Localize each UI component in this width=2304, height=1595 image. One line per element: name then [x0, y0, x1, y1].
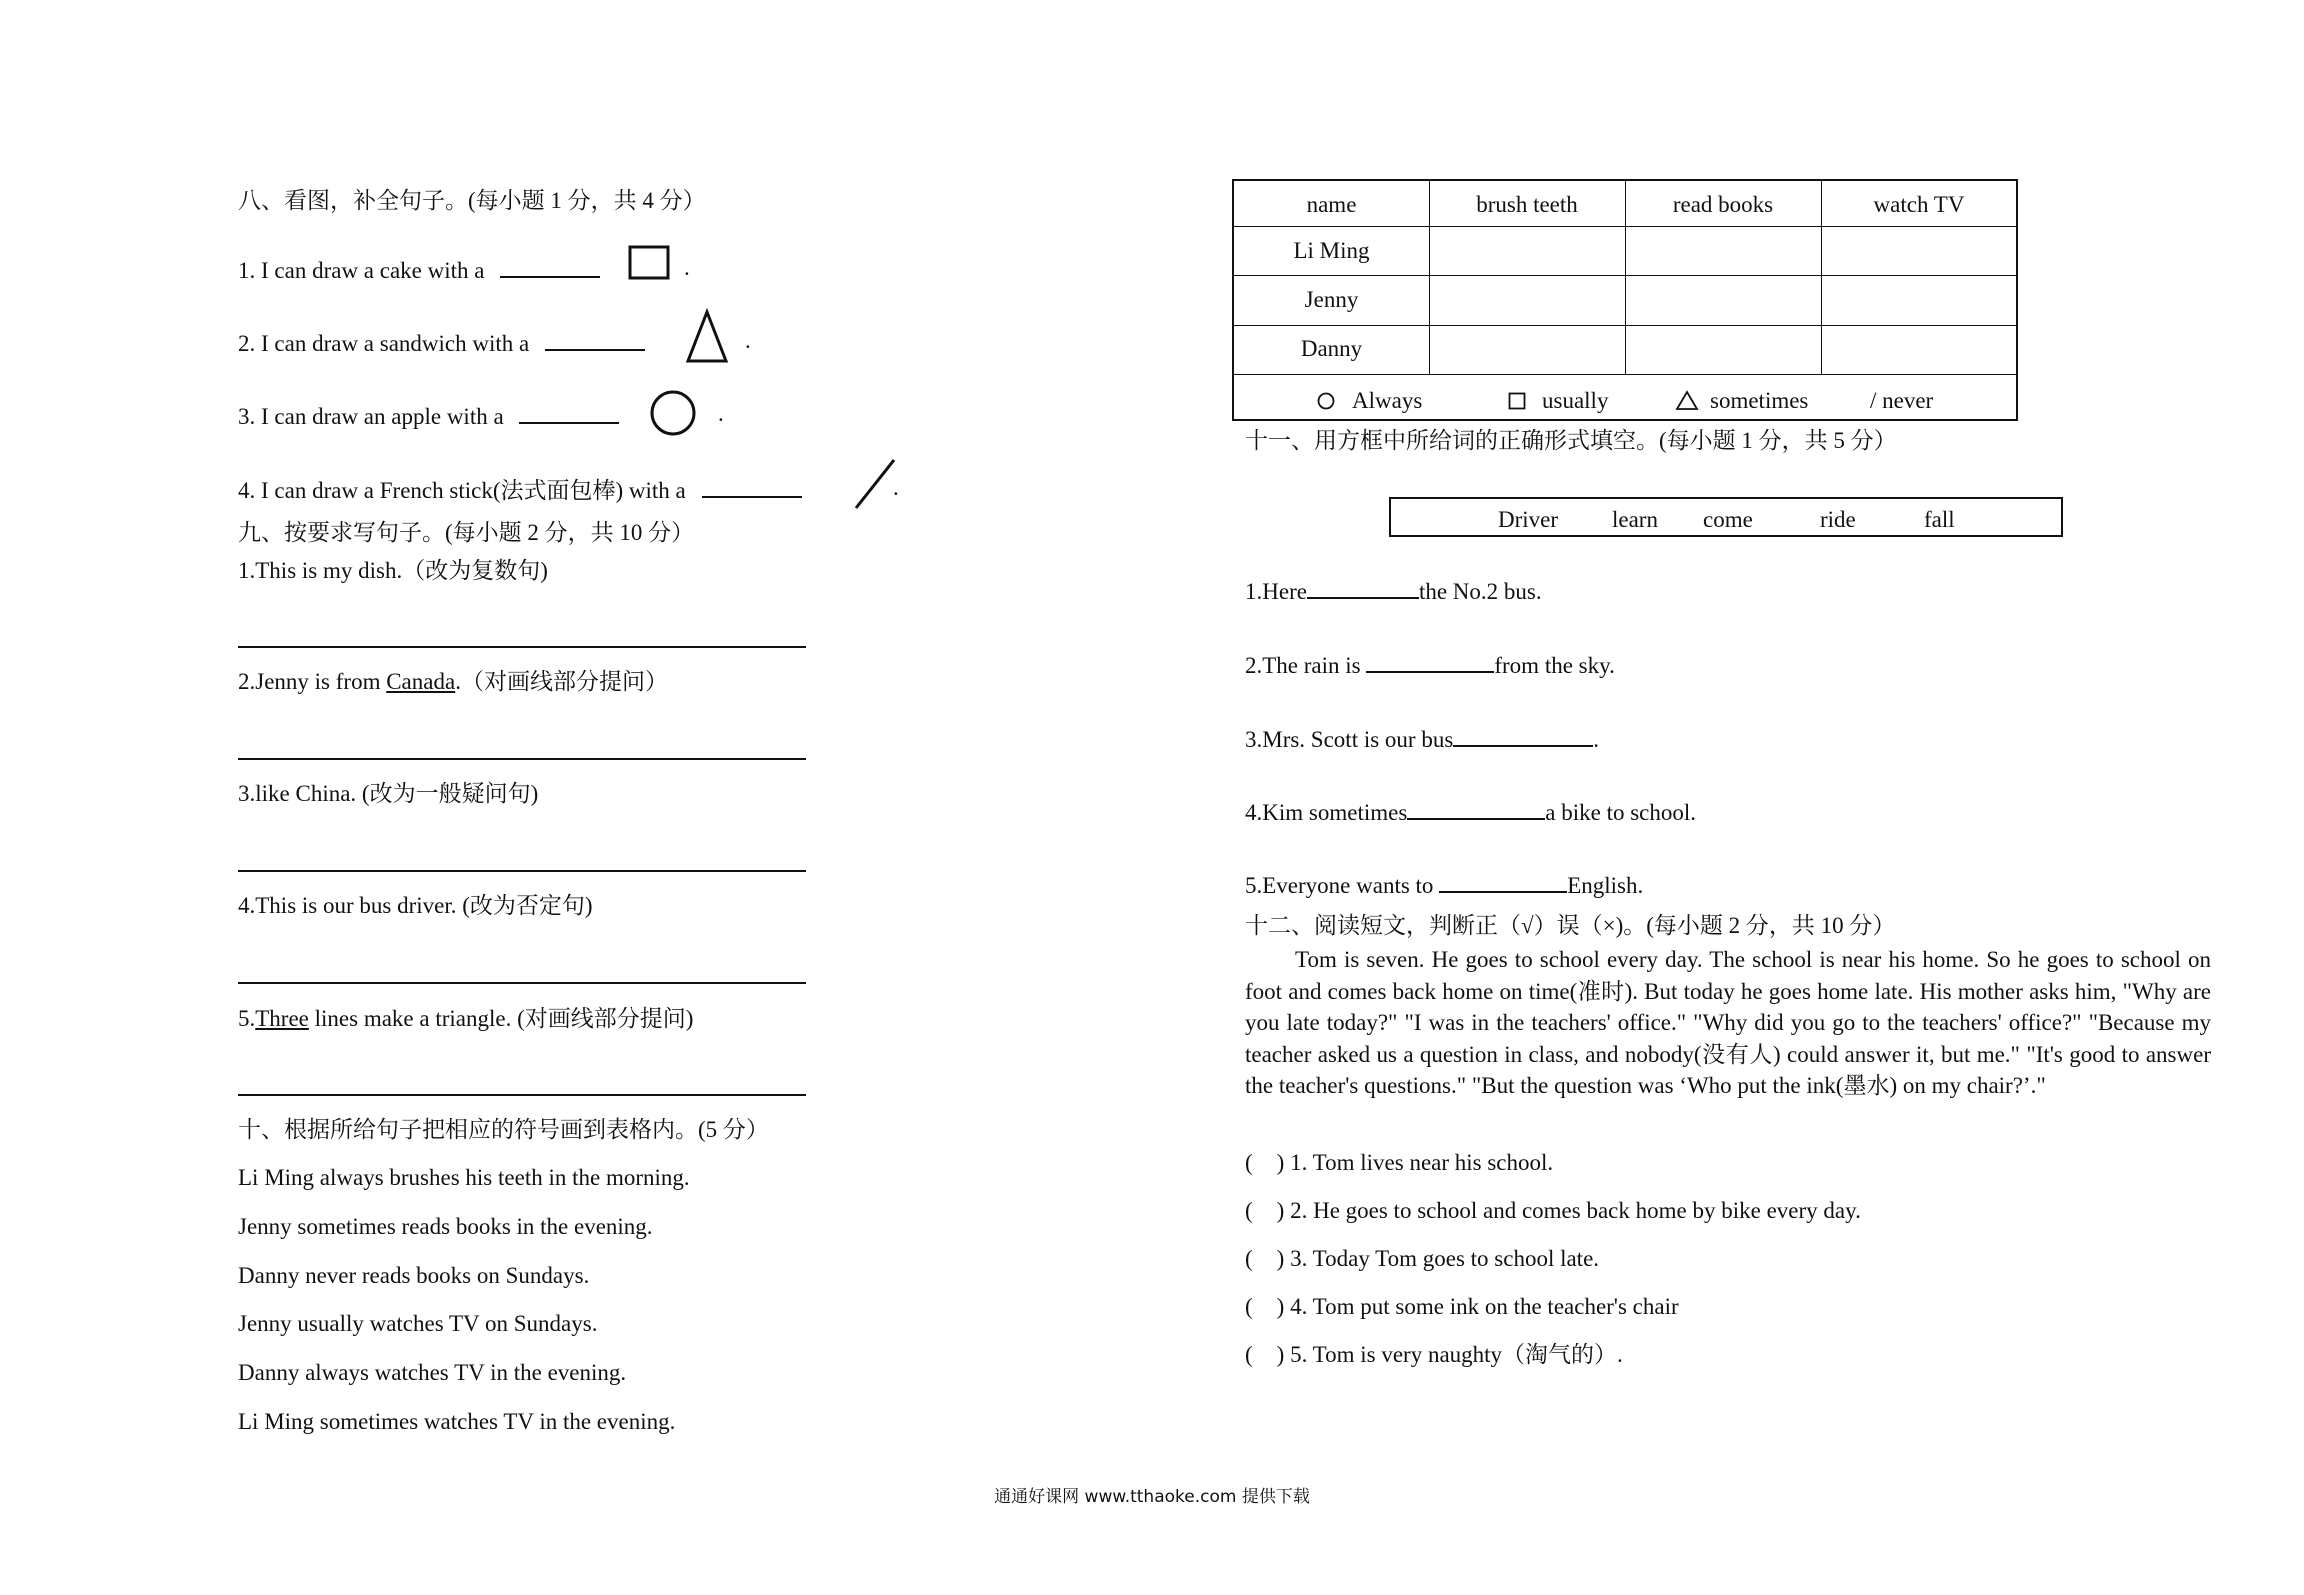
- answer-line-4[interactable]: [238, 982, 806, 984]
- judge-text: ) 5. Tom is very naughty（淘气的）.: [1276, 1342, 1623, 1367]
- circle-shape-icon: [650, 390, 698, 438]
- q2-text: 2.Jenny is from: [238, 669, 387, 694]
- answer-blank[interactable]: [1453, 723, 1593, 747]
- sec8-item-2-text: 2. I can draw a sandwich with a: [238, 331, 530, 356]
- triangle-shape-icon: [686, 309, 730, 365]
- sec9-question-2: [238, 668, 668, 696]
- sec8-item-3-end: .: [718, 401, 724, 426]
- sec10-sentence: Jenny sometimes reads books in the evening.: [238, 1214, 653, 1239]
- sec10-sentence: Li Ming always brushes his teeth in the morning.: [238, 1165, 690, 1190]
- sec8-item-2-end: .: [745, 328, 751, 353]
- table-header: brush teeth: [1476, 192, 1578, 217]
- sec9-question-5: [238, 1005, 693, 1033]
- legend-never: / never: [1870, 388, 1934, 413]
- answer-paren[interactable]: (: [1245, 1342, 1253, 1367]
- word-bank-item: learn: [1612, 507, 1658, 532]
- sec8-item-1: [238, 254, 600, 285]
- sec10-sentence: Jenny usually watches TV on Sundays.: [238, 1311, 598, 1336]
- sec10-sentence: Danny always watches TV in the evening.: [238, 1360, 627, 1385]
- sec8-item-4: [238, 474, 802, 505]
- answer-paren[interactable]: (: [1245, 1198, 1253, 1223]
- q-text: 3.Mrs. Scott is our bus: [1245, 727, 1454, 752]
- judge-text: ) 3. Today Tom goes to school late.: [1276, 1246, 1600, 1271]
- reading-passage: Tom is seven. He goes to school every day. The school is near his home. So he goes to school on foot and comes back home on time(准时). But today he goes home late. His mother asks him, "Why are you late today?" "I was in the teachers' office." "Why did you go to the teachers' office?" "Because my teacher asked us a question in class, and nobody(没有人) could answer it, but me." "It's good to answer the teacher's questions." "But the question was ‘Who put the ink(墨水) on my chair?’.": [1245, 947, 2211, 1098]
- judge-text: ) 1. Tom lives near his school.: [1276, 1150, 1554, 1175]
- q-text: .: [1593, 727, 1600, 752]
- legend-sometimes: sometimes: [1710, 388, 1809, 413]
- table-header: read books: [1672, 192, 1774, 217]
- section-9-heading: 九、按要求写句子。(每小题 2 分，共 10 分）: [238, 520, 695, 545]
- q5-instruction: lines make a triangle. (对画线部分提问): [308, 1006, 694, 1031]
- sec8-item-4-end: .: [893, 475, 899, 500]
- circle-symbol-icon: [1317, 392, 1337, 412]
- answer-paren[interactable]: (: [1245, 1294, 1253, 1319]
- judge-text: ) 4. Tom put some ink on the teacher's chair: [1276, 1294, 1679, 1319]
- q-text: 4.Kim sometimes: [1245, 800, 1408, 825]
- row-name: Li Ming: [1293, 238, 1370, 263]
- word-bank-item: come: [1703, 507, 1753, 532]
- square-symbol-icon: [1508, 392, 1528, 412]
- section-10-heading: 十、根据所给句子把相应的符号画到表格内。(5 分）: [238, 1117, 769, 1142]
- answer-line-2[interactable]: [238, 758, 806, 760]
- answer-blank[interactable]: [500, 254, 600, 278]
- section-12-heading: 十二、阅读短文，判断正（√）误（×)。(每小题 2 分，共 10 分）: [1245, 913, 1896, 938]
- sec8-item-2: [238, 327, 645, 358]
- answer-paren[interactable]: (: [1245, 1246, 1253, 1271]
- row-name: Jenny: [1304, 287, 1359, 312]
- answer-paren[interactable]: (: [1245, 1150, 1253, 1175]
- answer-blank[interactable]: [702, 474, 802, 498]
- square-shape-icon: [628, 245, 672, 281]
- answer-blank[interactable]: [1307, 575, 1419, 599]
- underlined-word: Canada: [386, 669, 456, 694]
- sec11-question-4: [1245, 796, 1696, 827]
- legend-usually: usually: [1542, 388, 1609, 413]
- answer-line-5[interactable]: [238, 1094, 806, 1096]
- section-8-heading: 八、看图，补全句子。(每小题 1 分，共 4 分）: [238, 188, 706, 213]
- sec9-question-3: 3.like China. (改为一般疑问句): [238, 781, 539, 806]
- q-text: 1.Here: [1245, 579, 1307, 604]
- q-text: 5.Everyone wants to: [1245, 873, 1440, 898]
- row-name: Danny: [1300, 336, 1363, 361]
- answer-line-3[interactable]: [238, 870, 806, 872]
- legend-always: Always: [1352, 388, 1423, 413]
- judge-item: [1245, 1197, 1861, 1225]
- answer-line-1[interactable]: [238, 646, 806, 648]
- judge-item: [1245, 1341, 1623, 1369]
- word-bank-item: ride: [1820, 507, 1856, 532]
- q-text: English.: [1567, 873, 1644, 898]
- sec8-item-1-text: 1. I can draw a cake with a: [238, 258, 485, 283]
- sec10-sentence: Danny never reads books on Sundays.: [238, 1263, 590, 1288]
- answer-blank[interactable]: [1407, 796, 1545, 820]
- symbol-table: [1232, 179, 2018, 421]
- sec9-question-1: 1.This is my dish.（改为复数句): [238, 558, 548, 583]
- answer-blank[interactable]: [1439, 869, 1567, 893]
- sec11-question-1: [1245, 575, 1542, 606]
- sec11-question-3: [1245, 723, 1599, 754]
- word-bank-item: fall: [1924, 507, 1955, 532]
- line-shape-icon: [854, 458, 898, 510]
- q-text: the No.2 bus.: [1418, 579, 1542, 604]
- sec9-question-4: 4.This is our bus driver. (改为否定句): [238, 893, 593, 918]
- judge-item: [1245, 1293, 1679, 1321]
- underlined-word: Three: [255, 1006, 309, 1031]
- judge-item: [1245, 1245, 1599, 1273]
- sec8-item-3-text: 3. I can draw an apple with a: [238, 404, 504, 429]
- sec8-item-4-text: 4. I can draw a French stick(法式面包棒) with a: [238, 478, 686, 503]
- q-text: from the sky.: [1494, 653, 1615, 678]
- page-footer: 通通好课网 www.tthaoke.com 提供下载: [994, 1487, 1310, 1507]
- table-header: watch TV: [1873, 192, 1965, 217]
- sec8-item-3: [238, 400, 619, 431]
- judge-item: [1245, 1149, 1553, 1177]
- q2-instruction: .（对画线部分提问）: [455, 669, 668, 694]
- q-text: 2.The rain is: [1245, 653, 1367, 678]
- triangle-symbol-icon: [1676, 390, 1700, 412]
- judge-text: ) 2. He goes to school and comes back home by bike every day.: [1276, 1198, 1861, 1223]
- word-bank-item: Driver: [1498, 507, 1559, 532]
- table-header: name: [1306, 192, 1357, 217]
- answer-blank[interactable]: [1366, 649, 1494, 673]
- q-text: a bike to school.: [1545, 800, 1697, 825]
- answer-blank[interactable]: [519, 400, 619, 424]
- sec11-question-5: [1245, 869, 1643, 900]
- answer-blank[interactable]: [545, 327, 645, 351]
- sec8-item-1-end: .: [684, 255, 690, 280]
- q5-number: 5.: [238, 1006, 256, 1031]
- sec10-sentence: Li Ming sometimes watches TV in the evening.: [238, 1409, 676, 1434]
- sec11-question-2: [1245, 649, 1615, 680]
- section-11-heading: 十一、用方框中所给词的正确形式填空。(每小题 1 分，共 5 分）: [1245, 428, 1897, 453]
